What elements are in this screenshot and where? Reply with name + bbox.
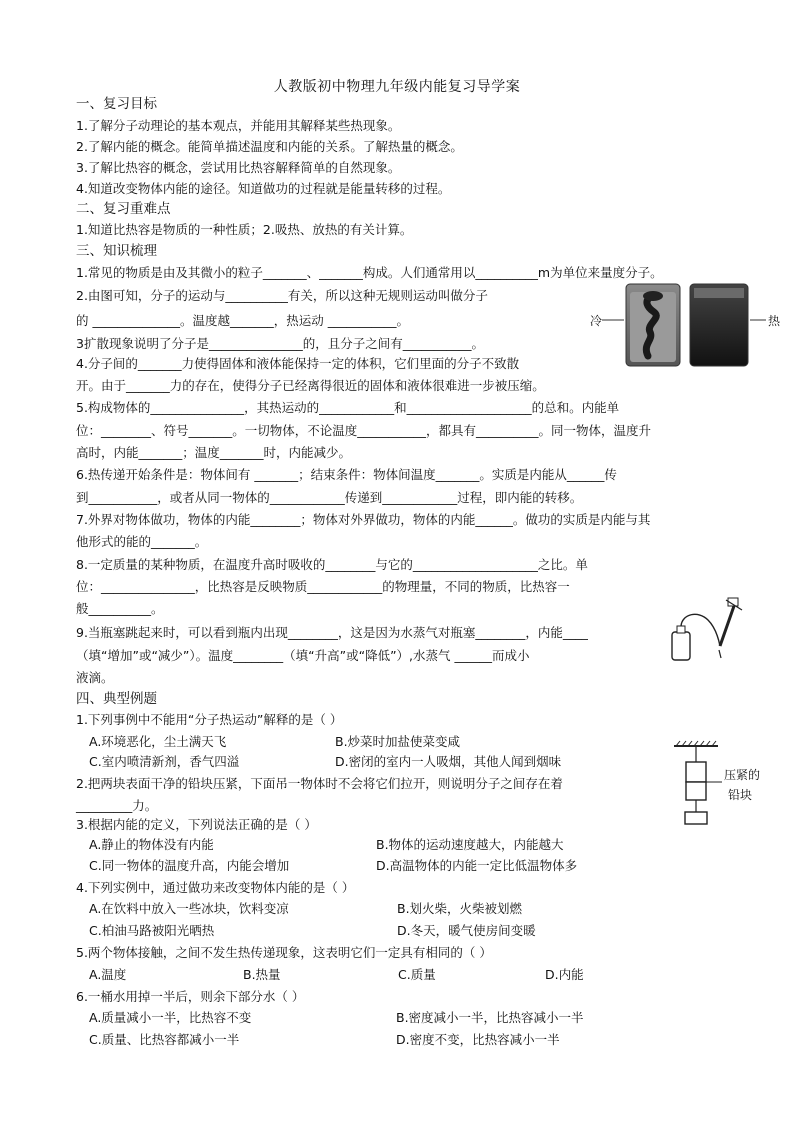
knowledge-line-4: 3扩散现象说明了分子是_______________的，且分子之间有___________。 <box>76 336 484 351</box>
knowledge-line-18: （填“增加”或“减少”）。温度________（填“升高”或“降低”）,水蒸气 ______而成小 <box>76 648 530 663</box>
question-4-option-d: D.冬天，暖气使房间变暖 <box>397 923 536 938</box>
beaker-figure <box>590 282 780 368</box>
bottle-figure <box>668 596 748 664</box>
question-2-line-1: 2.把两块表面干净的铅块压紧，下面吊一物体时不会将它们拉开，则说明分子之间存在着 <box>76 776 563 791</box>
knowledge-line-14: 8.一定质量的某种物质，在温度升高时吸收的________与它的____________________之比。单 <box>76 557 588 572</box>
lead-blocks-figure <box>670 740 770 830</box>
lead-blocks-label-1: 压紧的 <box>724 768 761 782</box>
question-4: 4.下列实例中，通过做功来改变物体内能的是（ ） <box>76 880 355 895</box>
question-5: 5.两个物体接触，之间不发生热传递现象，这表明它们一定具有相同的（ ） <box>76 945 492 960</box>
lead-blocks-label-2: 铅块 <box>728 788 753 802</box>
knowledge-line-15: 位：_______________，比热容是反映物质____________的物理量，不同的物质，比热容一 <box>76 579 570 594</box>
question-5-option-a: A.温度 <box>89 967 127 982</box>
goal-line-4: 4.知道改变物体内能的途径。知道做功的过程就是能量转移的过程。 <box>76 181 451 196</box>
knowledge-line-17: 9.当瓶塞跳起来时，可以看到瓶内出现________，这是因为水蒸气对瓶塞________，内能____ <box>76 625 588 640</box>
knowledge-line-7: 5.构成物体的_______________，其热运动的____________和____________________的总和。内能单 <box>76 400 620 415</box>
knowledge-line-16: 般__________。 <box>76 601 164 616</box>
knowledge-line-11: 到___________，或者从同一物体的____________传递到____________过程，即内能的转移。 <box>76 490 583 505</box>
question-6-option-d: D.密度不变，比热容减小一半 <box>396 1032 560 1047</box>
question-6-option-b: B.密度减小一半，比热容减小一半 <box>396 1010 584 1025</box>
section-heading-examples: 四、典型例题 <box>76 691 157 707</box>
lead-blocks-illustration <box>670 740 770 830</box>
question-6: 6.一桶水用掉一半后，则余下部分水（ ） <box>76 989 305 1004</box>
section-heading-goals: 一、复习目标 <box>76 96 157 112</box>
knowledge-line-10: 6.热传递开始条件是：物体间有 _______；结束条件：物体间温度_______。实质是内能从______传 <box>76 467 617 482</box>
question-4-option-c: C.柏油马路被阳光晒热 <box>89 923 215 938</box>
knowledge-line-3: 的 ______________。温度越_______，热运动 ___________。 <box>76 313 409 328</box>
question-3-option-d: D.高温物体的内能一定比低温物体多 <box>376 858 578 873</box>
section-heading-knowledge: 三、知识梳理 <box>76 243 157 259</box>
bottle-pump-illustration <box>668 596 748 664</box>
knowledge-line-1: 1.常见的物质是由及其微小的粒子_______、_______构成。人们通常用以__________m为单位来量度分子。 <box>76 265 663 280</box>
beaker-hot-label: 热 <box>768 314 781 328</box>
question-2-line-2: _________力。 <box>76 798 158 813</box>
question-6-option-c: C.质量、比热容都减小一半 <box>89 1032 240 1047</box>
question-3-option-a: A.静止的物体没有内能 <box>89 837 214 852</box>
question-4-option-b: B.划火柴，火柴被划燃 <box>397 901 523 916</box>
beakers-illustration <box>590 282 780 368</box>
knowledge-line-5: 4.分子间的_______力使得固体和液体能保持一定的体积，它们里面的分子不致散 <box>76 356 520 371</box>
question-5-option-c: C.质量 <box>398 967 436 982</box>
question-3-option-c: C.同一物体的温度升高，内能会增加 <box>89 858 290 873</box>
beaker-cold-label: 冷 <box>590 314 603 328</box>
question-1-option-d: D.密闭的室内一人吸烟，其他人闻到烟味 <box>335 754 562 769</box>
key-points-line: 1.知道比热容是物质的一种性质；2.吸热、放热的有关计算。 <box>76 222 413 237</box>
question-5-option-b: B.热量 <box>243 967 281 982</box>
question-6-option-a: A.质量减小一半，比热容不变 <box>89 1010 252 1025</box>
question-1-option-a: A.环境恶化，尘土满天飞 <box>89 734 227 749</box>
question-3-option-b: B.物体的运动速度越大，内能越大 <box>376 837 564 852</box>
goal-line-2: 2.了解内能的概念。能简单描述温度和内能的关系。了解热量的概念。 <box>76 139 463 154</box>
page-title: 人教版初中物理九年级内能复习导学案 <box>273 79 521 95</box>
goal-line-1: 1.了解分子动理论的基本观点，并能用其解释某些热现象。 <box>76 118 401 133</box>
knowledge-line-19: 液滴。 <box>76 670 114 685</box>
question-3: 3.根据内能的定义，下列说法正确的是（ ） <box>76 817 317 832</box>
knowledge-line-2: 2.由图可知，分子的运动与__________有关，所以这种无规则运动叫做分子 <box>76 288 488 303</box>
knowledge-line-9: 高时，内能_______；温度_______时，内能减少。 <box>76 445 352 460</box>
question-1-option-b: B.炒菜时加盐使菜变咸 <box>335 734 461 749</box>
question-4-option-a: A.在饮料中放入一些冰块，饮料变凉 <box>89 901 289 916</box>
knowledge-line-8: 位：________、符号_______。一切物体，不论温度___________，都具有__________。同一物体，温度升 <box>76 423 652 438</box>
knowledge-line-6: 开。由于_______力的存在，使得分子已经离得很近的固体和液体很难进一步被压缩。 <box>76 378 545 393</box>
section-heading-key-points: 二、复习重难点 <box>76 201 171 217</box>
question-5-option-d: D.内能 <box>545 967 584 982</box>
question-1-option-c: C.室内喷清新剂，香气四溢 <box>89 754 240 769</box>
knowledge-line-12: 7.外界对物体做功，物体的内能________；物体对外界做功，物体的内能______。做功的实质是内能与其 <box>76 512 651 527</box>
knowledge-line-13: 他形式的能的_______。 <box>76 534 208 549</box>
goal-line-3: 3.了解比热容的概念，尝试用比热容解释简单的自然现象。 <box>76 160 401 175</box>
question-1: 1.下列事例中不能用“分子热运动”解释的是（ ） <box>76 712 343 727</box>
